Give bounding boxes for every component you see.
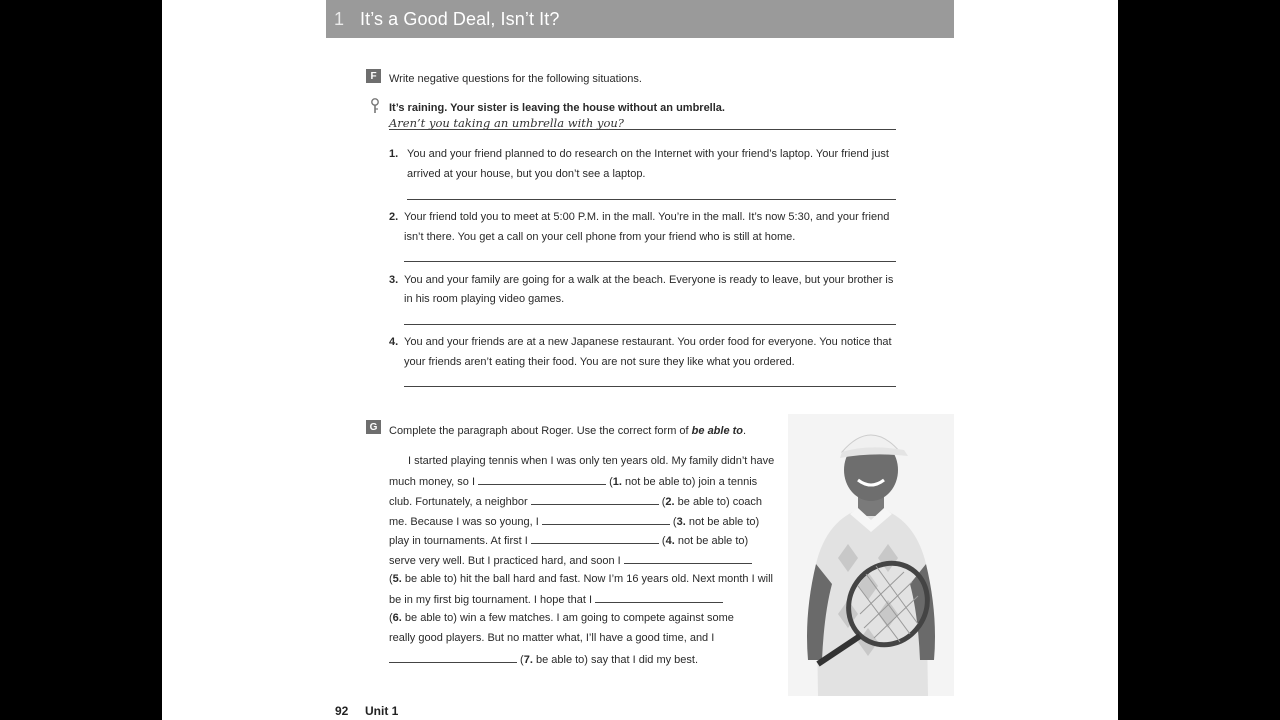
item-3-text-line1: You and your family are going for a walk at the beach. Everyone is ready to leave, but your brother is — [404, 274, 894, 286]
item-2-number: 2. — [389, 211, 399, 223]
item-4-answer-line[interactable] — [404, 386, 896, 387]
blank-3[interactable] — [542, 514, 670, 525]
paragraph-line-1: I started playing tennis when I was only ten years old. My family didn’t have — [408, 455, 775, 467]
page-header — [326, 0, 954, 38]
item-2-text-line1: Your friend told you to meet at 5:00 P.M. in the mall. You’re in the mall. It’s now 5:30, and your friend — [404, 211, 890, 223]
blank-2[interactable] — [531, 494, 659, 505]
paragraph-line-10: really good players. But no matter what, I’ll have a good time, and I — [389, 632, 715, 644]
item-1-text-line1: You and your friend planned to do research on the Internet with your friend’s laptop. Your friend just — [407, 148, 889, 160]
example-answer-line — [389, 129, 896, 130]
page-number: 92 — [335, 704, 349, 718]
item-3-number: 3. — [389, 274, 399, 286]
workbook-page — [162, 0, 1118, 720]
cue: be able to) hit the ball hard and fast. Now I’m 16 years old. Next month I will — [401, 573, 773, 585]
item-1-number: 1. — [389, 148, 399, 160]
chapter-title: It’s a Good Deal, Isn’t It? — [360, 8, 560, 29]
section-f-instruction: Write negative questions for the following situations. — [389, 73, 642, 85]
paragraph-line-6 — [389, 553, 752, 567]
item-4-text-line1: You and your friends are at a new Japanese restaurant. You order food for everyone. You notice that — [404, 336, 892, 348]
blank-7[interactable] — [389, 652, 517, 663]
tennis-player-photo — [788, 414, 954, 696]
paragraph-text: much money, so I — [389, 476, 475, 488]
blank-number: 1. — [612, 476, 622, 488]
blank-number: 7. — [523, 654, 533, 666]
paragraph-text: play in tournaments. At first I — [389, 535, 528, 547]
item-4-number: 4. — [389, 336, 399, 348]
section-g-badge: G — [366, 420, 381, 434]
blank-number: 4. — [665, 535, 675, 547]
blank-5[interactable] — [624, 553, 752, 564]
item-4-text-line2: your friends aren’t eating their food. You are not sure they like what you ordered. — [404, 356, 795, 368]
paragraph-line-4: me. Because I was so young, I (3. not be able to) — [389, 516, 760, 528]
item-2-answer-line[interactable] — [404, 261, 896, 262]
key-icon — [370, 98, 380, 114]
chapter-number: 1 — [334, 8, 345, 29]
paragraph-line-3: club. Fortunately, a neighbor (2. be able to) coach — [389, 496, 763, 508]
section-g-instruction-text: Complete the paragraph about Roger. Use the correct form of — [389, 425, 692, 437]
paragraph-line-9: (6. be able to) win a few matches. I am going to compete against some — [389, 612, 734, 624]
paragraph-line-5: play in tournaments. At first I (4. not be able to) — [389, 535, 749, 547]
section-g-target-phrase: be able to — [691, 425, 744, 437]
paragraph-line-8 — [389, 592, 723, 606]
paragraph-text: me. Because I was so young, I — [389, 516, 539, 528]
section-g-instruction — [389, 425, 746, 437]
item-2-text-line2: isn’t there. You get a call on your cell phone from your friend who is still at home. — [404, 231, 796, 243]
blank-number: 6. — [392, 612, 402, 624]
paragraph-line-11: (7. be able to) say that I did my best. — [389, 652, 698, 666]
cue: not be able to) — [674, 535, 749, 547]
unit-label: Unit 1 — [365, 704, 399, 718]
cue: be able to) coach — [674, 496, 763, 508]
blank-6[interactable] — [595, 592, 723, 603]
section-g-instruction-end: . — [743, 425, 747, 437]
paragraph-text: serve very well. But I practiced hard, and soon I — [389, 555, 621, 567]
blank-number: 2. — [665, 496, 675, 508]
item-1-text-line2: arrived at your house, but you don’t see a laptop. — [407, 168, 646, 180]
paragraph-line-2: much money, so I (1. not be able to) join a tennis — [389, 476, 758, 488]
blank-1[interactable] — [478, 474, 606, 485]
cue: not be able to) join a tennis — [621, 476, 758, 488]
example-answer: Aren’t you taking an umbrella with you? — [389, 116, 624, 130]
cue: be able to) say that I did my best. — [532, 654, 699, 666]
paragraph-text: club. Fortunately, a neighbor — [389, 496, 528, 508]
paragraph-line-7: (5. be able to) hit the ball hard and fast. Now I’m 16 years old. Next month I will — [389, 573, 773, 585]
example-prompt: It’s raining. Your sister is leaving the house without an umbrella. — [389, 102, 725, 114]
item-3-text-line2: in his room playing video games. — [404, 293, 565, 305]
blank-number: 5. — [392, 573, 402, 585]
blank-number: 3. — [676, 516, 686, 528]
cue: not be able to) — [685, 516, 760, 528]
item-1-answer-line[interactable] — [407, 199, 896, 200]
paragraph-text: be in my first big tournament. I hope that I — [389, 594, 592, 606]
section-f-badge: F — [366, 69, 381, 83]
item-3-answer-line[interactable] — [404, 324, 896, 325]
cue: be able to) win a few matches. I am going to compete against some — [401, 612, 734, 624]
blank-4[interactable] — [531, 533, 659, 544]
